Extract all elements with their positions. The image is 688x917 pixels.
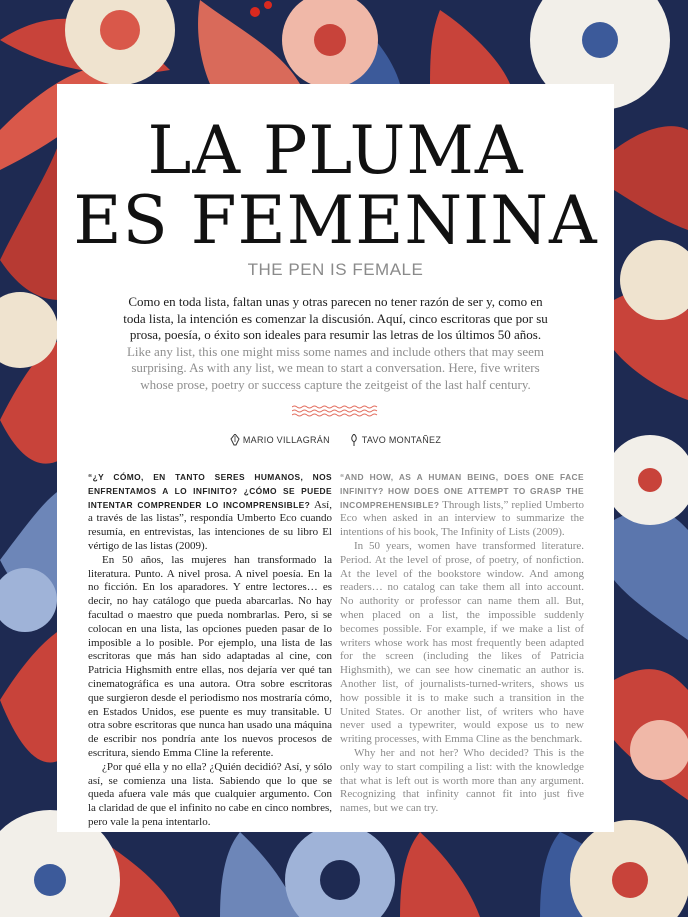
article-panel xyxy=(57,84,614,832)
es-paragraph-3: ¿Por qué ella y no ella? ¿Quién decidió? Así, y sólo así, se comienza una lista. Sabiendo que lo que se queda afuera vale más que cualquier argumento. Con la claridad de que el infinito no cabe en cinco nombres, pero vale la pena intentarlo. xyxy=(88,760,332,828)
subtitle: THE PEN IS FEMALE xyxy=(247,260,424,279)
author-illustrator xyxy=(349,434,441,446)
en-lead: “AND HOW, AS A HUMAN BEING, DOES ONE FACE INFINITY? HOW DOES ONE ATTEMPT TO GRASP THE INCOMPREHENSIBLE? xyxy=(340,472,584,510)
intro-english: Like any list, this one might miss some names and include others that may seem surprising. As with any list, we mean to start a conversation. Here, five writers whose prose, poetry or success capture the zeitgeist of the last half century. xyxy=(126,343,544,392)
title-line-2: ES FEMENINA xyxy=(73,182,598,259)
spanish-column xyxy=(88,471,332,830)
en-paragraph-1 xyxy=(340,471,584,540)
es-p1-rest: Así, a través de las listas”, respondía Umberto Eco cuando resumía, en entrevistas, las intenciones de su libro El vértigo de las listas (2009). xyxy=(88,498,332,552)
author-writer xyxy=(230,434,330,446)
en-paragraph-3: Why her and not her? Who decided? This is the only way to start compiling a list: with the knowledge that what is left out is worth more than any argument. Recognizing that infinity cannot fit into just five names, but we can try. xyxy=(340,746,584,815)
es-lead: “¿Y CÓMO, EN TANTO SERES HUMANOS, NOS ENFRENTAMOS A LO INFINITO? ¿CÓMO SE PUEDE INTENTAR COMPRENDER LO INCOMPRENSIBLE? xyxy=(88,472,332,510)
intro xyxy=(117,294,554,393)
wave-divider xyxy=(292,404,378,418)
es-paragraph-2: En 50 años, las mujeres han transformado la literatura. Punto. A nivel prosa. A nivel poesía. En la no ficción. En los aparadores. Y entre lectores… es decir, no hay catálogo que pueda abarcarlas. No hay facultad o maestro que pueda nombrarlas. Pero, si se colocan en una lista, las opciones pueden pasar de lo imposible a lo posible. Por ejemplo, una lista de las escritoras que más han sido adaptadas al cine, con Patricia Highsmith entre ellas, nos dejaría ver qué tan cinematográfica es una autora. Otra sobre escritoras que surgieron desde el periodismo nos mostraría cómo, en Estados Unidos, ese puente es muy transitable. U otra sobre escritoras que nunca han usado una máquina de escribir nos pondría ante los nuevos procesos de escritura, siendo Emma Cline la referente. xyxy=(88,553,332,759)
author-credits xyxy=(57,434,614,446)
brush-icon xyxy=(349,434,359,446)
author-illustrator-name: TAVO MONTAÑEZ xyxy=(361,435,442,445)
pen-nib-icon xyxy=(230,434,240,446)
title-line-1: LA PLUMA xyxy=(147,112,524,189)
author-writer-name: MARIO VILLAGRÁN xyxy=(242,435,330,445)
english-column xyxy=(340,471,584,816)
en-paragraph-2: In 50 years, women have transformed literature. Period. At the level of prose, of poetry, of nonfiction. At the level of the bookstore window. And among readers… no catalog can take them all into account. No authority or professor can name them all. But, when placed on a list, the impossible suddenly becomes possible. For example, if we make a list of writers whose work has most frequently been adapted for the screen (including the likes of Patricia Highsmith), we can see how cinematic an author is. Another list, of journalists-turned-writers, shows us how possible it is to make such a transition in the United States. Or another list, of writers who have never used a typewriter, would expose us to new writing processes, with Emma Cline as the benchmark. xyxy=(340,539,584,746)
es-paragraph-1 xyxy=(88,471,332,554)
en-p1-rest: Through lists,” replied Umberto Eco when asked in an interview to summarize the intentions of his book, The Infinity of Lists (2009). xyxy=(340,498,584,539)
intro-spanish: Como en toda lista, faltan unas y otras parecen no tener razón de ser y, como en toda lista, la intención es comenzar la discusión. Aquí, cinco escritoras que por su prosa, poesía, o éxito son ideales para resumir las letras de los últimos 50 años. xyxy=(123,294,548,342)
